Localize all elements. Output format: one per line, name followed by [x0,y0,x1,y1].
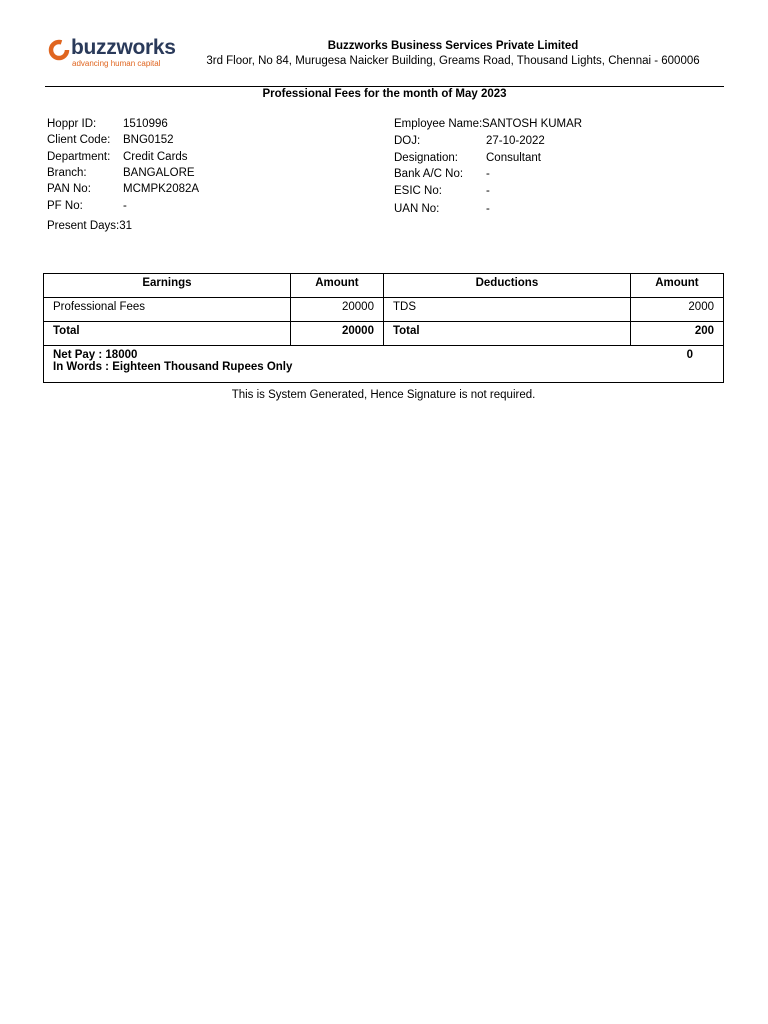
deduction-amount: 2000 [630,298,723,322]
info-label: Designation: [394,152,458,164]
info-label: ESIC No: [394,185,442,197]
deductions-total-label: Total [383,322,630,346]
info-value: SANTOSH KUMAR [482,118,583,130]
info-value: MCMPK2082A [123,183,200,195]
info-value: 27-10-2022 [486,135,545,147]
info-value: Credit Cards [123,151,188,163]
info-value: - [123,200,127,212]
earning-amount: 20000 [290,298,383,322]
earnings-total-amount: 20000 [290,322,383,346]
info-label: Employee Name: [394,118,483,130]
info-value: BNG0152 [123,134,174,146]
logo-tagline: advancing human capital [72,59,161,68]
company-name: Buzzworks Business Services Private Limited [327,40,579,52]
header-divider [45,86,724,87]
table-total-row [44,322,724,346]
earnings-deductions-table [43,273,724,383]
company-address: 3rd Floor, No 84, Murugesa Naicker Building, Greams Road, Thousand Lights, Chennai - 600006 [206,55,700,67]
net-pay-row [44,346,724,383]
info-value: BANGALORE [123,167,195,179]
info-label: Hoppr ID: [47,118,97,130]
table-row [44,298,724,322]
info-value: - [486,203,490,215]
logo-word: buzzworks [71,36,176,59]
footer-note: This is System Generated, Hence Signature is not required. [231,389,536,401]
deductions-total-amount: 200 [630,322,723,346]
info-value: - [486,185,490,197]
net-pay-cell [44,346,724,383]
document-title: Professional Fees for the month of May 2023 [262,88,507,100]
net-pay-right-value: 0 [686,349,693,361]
info-label: Department: [47,151,111,163]
info-label: Client Code: [47,134,111,146]
info-label: PAN No: [47,183,91,195]
info-label: DOJ: [394,135,421,147]
deduction-name: TDS [383,298,630,322]
info-label: UAN No: [394,203,440,215]
info-label: Bank A/C No: [394,168,464,180]
info-value: - [486,168,490,180]
net-pay-in-words: In Words : Eighteen Thousand Rupees Only [53,361,293,373]
earnings-total-label: Total [44,322,291,346]
info-value: 1510996 [123,118,168,130]
header-earnings: Earnings [44,274,291,298]
net-pay: Net Pay : 18000 [53,349,138,361]
company-header [200,40,706,67]
header-deductions-amount: Amount [630,274,723,298]
header-deductions: Deductions [383,274,630,298]
present-days: Present Days:31 [47,220,133,232]
info-label: Branch: [47,167,87,179]
info-value: Consultant [486,152,541,164]
table-header-row [44,274,724,298]
company-logo [48,36,178,72]
info-label: PF No: [47,200,83,212]
buzzworks-logo-icon [48,39,70,61]
earning-name: Professional Fees [44,298,291,322]
header-earnings-amount: Amount [290,274,383,298]
